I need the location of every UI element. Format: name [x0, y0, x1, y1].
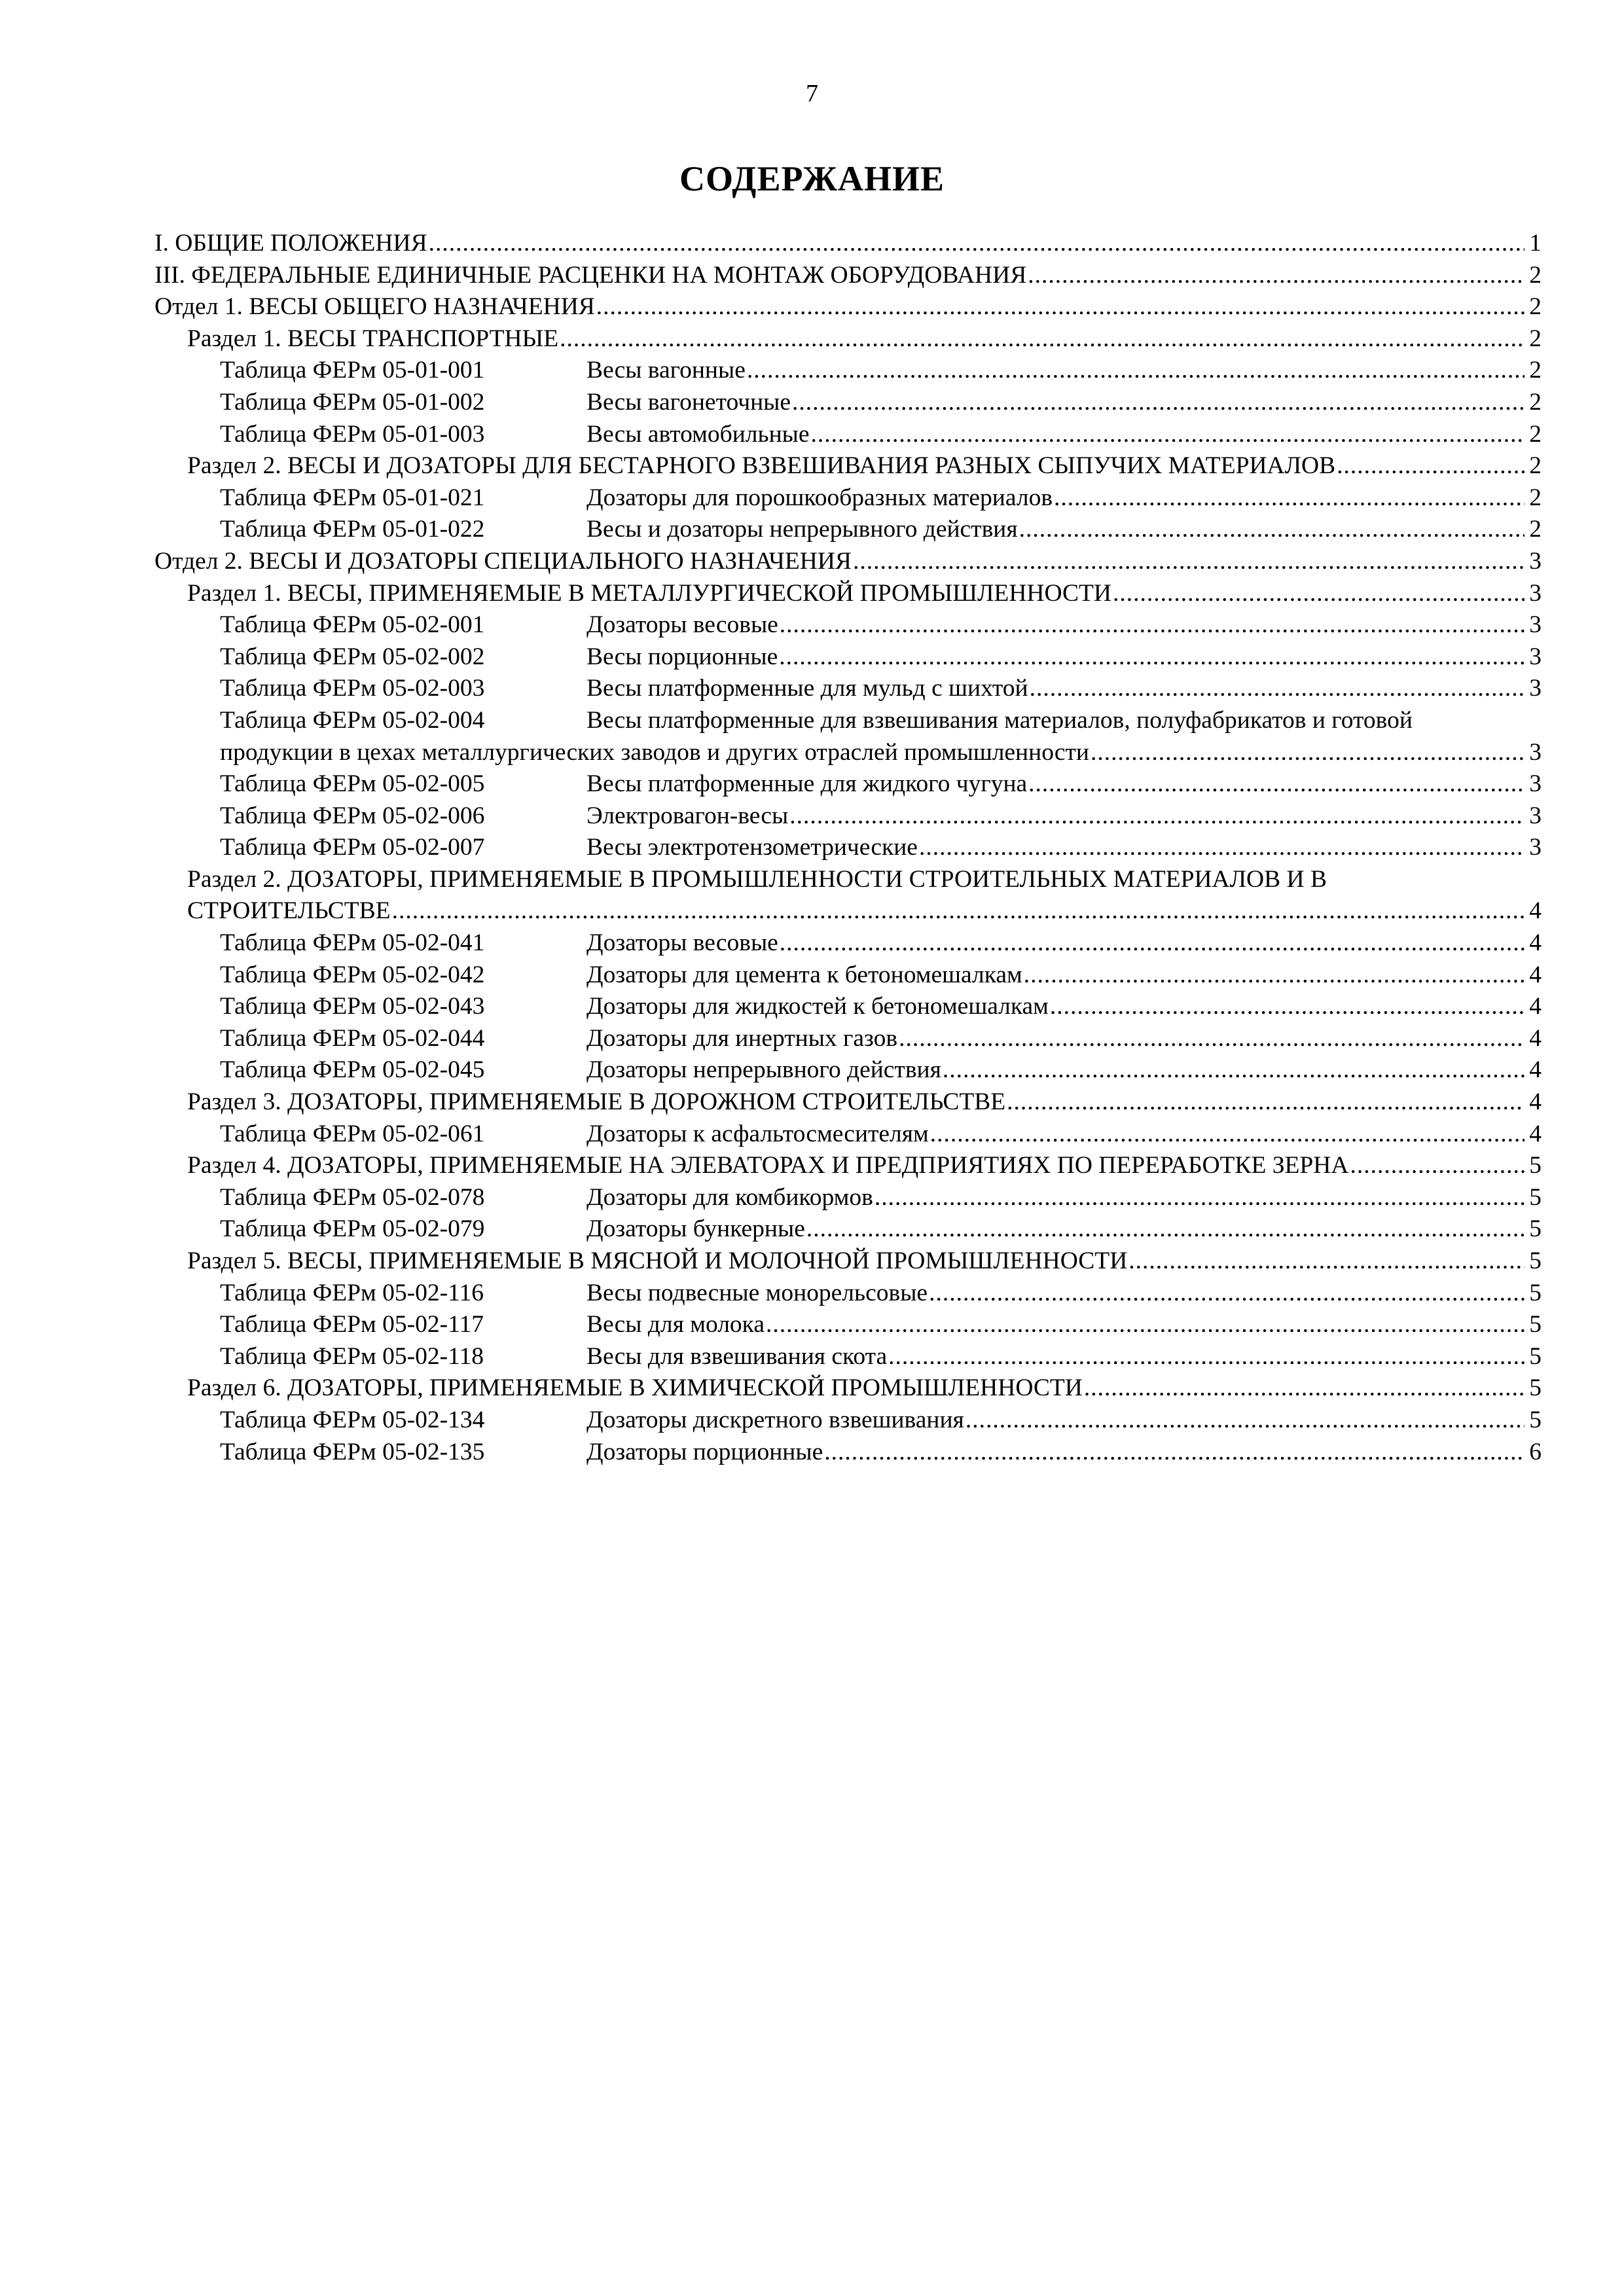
dot-leader [780, 609, 1525, 641]
toc-entry-label-continuation: продукции в цехах металлургических заводов и других отраслей промышленности [220, 738, 1089, 766]
toc-entry[interactable] [154, 228, 1542, 260]
toc-entry-code: Таблица ФЕРм 05-01-022 [220, 516, 485, 543]
dot-leader [789, 800, 1525, 833]
toc-entry-page: 2 [1529, 325, 1542, 352]
toc-entry-label: Раздел 1. ВЕСЫ, ПРИМЕНЯЕМЫЕ В МЕТАЛЛУРГИЧЕСКОЙ ПРОМЫШЛЕННОСТИ [187, 579, 1112, 607]
dot-leader [919, 832, 1525, 864]
toc-entry-page: 2 [1529, 293, 1542, 321]
toc-entry-page: 5 [1529, 1342, 1542, 1370]
toc-entry-label: Весы подвесные монорельсовые [586, 1279, 928, 1306]
toc-entry-code: Таблица ФЕРм 05-02-116 [220, 1279, 484, 1306]
toc-entry[interactable] [154, 864, 1542, 927]
dot-leader [1350, 1150, 1525, 1182]
toc-entry-page: 2 [1529, 388, 1542, 416]
toc-entry-page: 2 [1529, 452, 1542, 480]
toc-entry[interactable] [154, 1086, 1542, 1119]
table-of-contents [154, 228, 1542, 1468]
toc-entry-label: Дозаторы для жидкостей к бетономешалкам [586, 993, 1049, 1020]
toc-entry-page: 3 [1529, 547, 1542, 575]
toc-entry-page: 2 [1529, 516, 1542, 543]
dot-leader [747, 355, 1525, 387]
toc-entry-page: 5 [1529, 1215, 1542, 1243]
dot-leader [792, 387, 1525, 419]
toc-entry-label: Весы платформенные для жидкого чугуна [586, 770, 1028, 798]
toc-entry-label: Дозаторы к асфальтосмесителям [586, 1120, 929, 1147]
toc-entry-label: Дозаторы для комбикормов [586, 1183, 873, 1211]
dot-leader [899, 1023, 1525, 1055]
toc-entry-code: Таблица ФЕРм 05-02-002 [220, 643, 485, 670]
dot-leader [929, 1278, 1525, 1310]
toc-entry-code: Таблица ФЕРм 05-02-004 [220, 706, 485, 734]
toc-entry-code: Таблица ФЕРм 05-02-042 [220, 961, 485, 988]
toc-entry-page: 5 [1529, 1183, 1542, 1211]
toc-entry-label: Раздел 3. ДОЗАТОРЫ, ПРИМЕНЯЕМЫЕ В ДОРОЖНОМ СТРОИТЕЛЬСТВЕ [187, 1088, 1006, 1116]
toc-entry-code: Таблица ФЕРм 05-02-061 [220, 1120, 485, 1147]
toc-entry-label: Дозаторы порционные [586, 1438, 823, 1465]
toc-title: СОДЕРЖАНИЕ [679, 159, 945, 198]
toc-entry[interactable] [154, 1119, 1542, 1151]
toc-entry-label: Весы порционные [586, 643, 778, 670]
dot-leader [930, 1119, 1525, 1151]
toc-entry-label: Дозаторы для порошкообразных материалов [586, 484, 1053, 511]
toc-entry-label: Дозаторы для инертных газов [586, 1024, 898, 1052]
toc-entry-page: 2 [1529, 484, 1542, 511]
toc-entry-code: Таблица ФЕРм 05-01-021 [220, 484, 485, 511]
toc-entry-page: 5 [1529, 1374, 1542, 1402]
toc-entry-label: Весы автомобильные [586, 420, 810, 448]
toc-entry-page: 4 [1529, 1088, 1542, 1116]
toc-entry-label: Дозаторы непрерывного действия [586, 1056, 941, 1084]
toc-entry-code: Таблица ФЕРм 05-02-006 [220, 802, 485, 829]
toc-entry[interactable] [154, 1372, 1542, 1405]
toc-entry[interactable] [154, 387, 1542, 419]
toc-entry-page: 3 [1529, 802, 1542, 829]
dot-leader [1091, 737, 1525, 769]
toc-entry-code: Таблица ФЕРм 05-02-007 [220, 834, 485, 861]
toc-entry-label: Отдел 1. ВЕСЫ ОБЩЕГО НАЗНАЧЕНИЯ [154, 293, 595, 321]
toc-entry-label: Дозаторы бункерные [586, 1215, 805, 1243]
toc-entry-code: Таблица ФЕРм 05-02-078 [220, 1183, 485, 1211]
toc-entry-page: 5 [1529, 1279, 1542, 1306]
toc-entry-label: Отдел 2. ВЕСЫ И ДОЗАТОРЫ СПЕЦИАЛЬНОГО НАЗНАЧЕНИЯ [154, 547, 852, 575]
toc-entry-code: Таблица ФЕРм 05-01-003 [220, 420, 485, 448]
toc-entry-page: 3 [1529, 738, 1542, 766]
dot-leader [1054, 482, 1525, 514]
dot-leader [392, 895, 1525, 927]
dot-leader [824, 1437, 1525, 1469]
toc-entry-code: Таблица ФЕРм 05-02-117 [220, 1311, 484, 1338]
toc-entry-page: 4 [1529, 993, 1542, 1020]
dot-leader [1050, 991, 1525, 1023]
toc-entry[interactable] [154, 705, 1542, 768]
toc-entry-label: Раздел 2. ВЕСЫ И ДОЗАТОРЫ ДЛЯ БЕСТАРНОГО ВЗВЕШИВАНИЯ РАЗНЫХ СЫПУЧИХ МАТЕРИАЛОВ [187, 452, 1336, 480]
toc-entry[interactable] [154, 450, 1542, 482]
toc-entry-code: Таблица ФЕРм 05-02-044 [220, 1024, 485, 1052]
page-number: 7 [806, 80, 818, 107]
toc-entry-page: 3 [1529, 611, 1542, 639]
toc-entry-page: 4 [1529, 897, 1542, 925]
toc-entry-label-continuation: СТРОИТЕЛЬСТВЕ [187, 897, 391, 925]
toc-entry-code: Таблица ФЕРм 05-02-045 [220, 1056, 485, 1084]
toc-entry[interactable] [154, 1182, 1542, 1214]
dot-leader [943, 1054, 1525, 1086]
toc-entry-label: III. ФЕДЕРАЛЬНЫЕ ЕДИНИЧНЫЕ РАСЦЕНКИ НА МОНТАЖ ОБОРУДОВАНИЯ [154, 261, 1027, 289]
toc-entry[interactable] [154, 419, 1542, 451]
toc-entry[interactable] [154, 1023, 1542, 1055]
toc-entry[interactable] [154, 1405, 1542, 1437]
toc-entry-code: Таблица ФЕРм 05-01-002 [220, 388, 485, 416]
dot-leader [1030, 673, 1525, 705]
dot-leader [1019, 514, 1525, 546]
dot-leader [779, 641, 1525, 673]
toc-entry[interactable] [154, 1054, 1542, 1086]
toc-entry-label: I. ОБЩИЕ ПОЛОЖЕНИЯ [154, 230, 427, 257]
toc-entry-code: Таблица ФЕРм 05-02-134 [220, 1406, 485, 1433]
toc-entry[interactable] [154, 1437, 1542, 1469]
toc-entry[interactable] [154, 1309, 1542, 1341]
toc-entry[interactable] [154, 609, 1542, 641]
toc-entry-page: 2 [1529, 357, 1542, 384]
toc-entry-page: 3 [1529, 579, 1542, 607]
dot-leader [1337, 450, 1525, 482]
toc-entry-page: 4 [1529, 1120, 1542, 1147]
toc-entry-label: Раздел 2. ДОЗАТОРЫ, ПРИМЕНЯЕМЫЕ В ПРОМЫШЛЕННОСТИ СТРОИТЕЛЬНЫХ МАТЕРИАЛОВ И В [187, 865, 1327, 893]
toc-entry-code: Таблица ФЕРм 05-02-001 [220, 611, 485, 639]
toc-entry-code: Таблица ФЕРм 05-02-043 [220, 993, 485, 1020]
dot-leader [766, 1309, 1525, 1341]
toc-entry-page: 5 [1529, 1247, 1542, 1274]
toc-entry[interactable] [154, 800, 1542, 833]
toc-entry-label: Весы платформенные для взвешивания материалов, полуфабрикатов и готовой [586, 706, 1413, 734]
toc-entry-page: 3 [1529, 643, 1542, 670]
toc-entry-page: 4 [1529, 1056, 1542, 1084]
toc-entry-label: Весы вагонеточные [586, 388, 791, 416]
toc-entry-page: 2 [1529, 261, 1542, 289]
toc-entry[interactable] [154, 768, 1542, 800]
dot-leader [888, 1341, 1525, 1373]
dot-leader [1084, 1372, 1525, 1405]
toc-entry-label: Весы платформенные для мульд с шихтой [586, 675, 1028, 702]
toc-entry[interactable] [154, 1150, 1542, 1182]
toc-entry[interactable] [154, 546, 1542, 578]
dot-leader [1007, 1086, 1525, 1119]
toc-entry-label: Электровагон-весы [586, 802, 789, 829]
toc-entry-label: Дозаторы дискретного взвешивания [586, 1406, 964, 1433]
toc-entry-label: Раздел 5. ВЕСЫ, ПРИМЕНЯЕМЫЕ В МЯСНОЙ И МОЛОЧНОЙ ПРОМЫШЛЕННОСТИ [187, 1247, 1128, 1274]
toc-entry-code: Таблица ФЕРм 05-02-118 [220, 1342, 484, 1370]
toc-entry[interactable] [154, 514, 1542, 546]
toc-entry-code: Таблица ФЕРм 05-02-079 [220, 1215, 485, 1243]
toc-entry[interactable] [154, 260, 1542, 292]
toc-entry-label: Весы электротензометрические [586, 834, 918, 861]
toc-entry-page: 3 [1529, 834, 1542, 861]
toc-entry-page: 4 [1529, 1024, 1542, 1052]
toc-entry-page: 4 [1529, 929, 1542, 957]
toc-entry[interactable] [154, 927, 1542, 960]
toc-entry-code: Таблица ФЕРм 05-02-135 [220, 1438, 485, 1465]
toc-entry-code: Таблица ФЕРм 05-02-003 [220, 675, 485, 702]
toc-entry[interactable] [154, 1278, 1542, 1310]
toc-entry[interactable] [154, 482, 1542, 514]
toc-entry-page: 3 [1529, 770, 1542, 798]
toc-entry[interactable] [154, 1246, 1542, 1278]
dot-leader [1028, 260, 1525, 292]
toc-entry[interactable] [154, 832, 1542, 864]
toc-entry-page: 5 [1529, 1406, 1542, 1433]
dot-leader [965, 1405, 1525, 1437]
dot-leader [780, 927, 1525, 960]
dot-leader [560, 323, 1525, 355]
toc-entry[interactable] [154, 323, 1542, 355]
toc-entry-label: Раздел 1. ВЕСЫ ТРАНСПОРТНЫЕ [187, 325, 559, 352]
toc-entry[interactable] [154, 355, 1542, 387]
toc-entry-page: 5 [1529, 1311, 1542, 1338]
toc-entry-label: Весы для взвешивания скота [586, 1342, 888, 1370]
toc-entry-code: Таблица ФЕРм 05-02-041 [220, 929, 485, 957]
dot-leader [853, 546, 1525, 578]
toc-entry-label: Весы и дозаторы непрерывного действия [586, 516, 1018, 543]
toc-entry-label: Раздел 4. ДОЗАТОРЫ, ПРИМЕНЯЕМЫЕ НА ЭЛЕВАТОРАХ И ПРЕДПРИЯТИЯХ ПО ПЕРЕРАБОТКЕ ЗЕРНА [187, 1152, 1349, 1179]
toc-entry[interactable] [154, 291, 1542, 323]
toc-entry[interactable] [154, 960, 1542, 992]
dot-leader [596, 291, 1525, 323]
dot-leader [1128, 1246, 1525, 1278]
toc-entry-page: 1 [1529, 230, 1542, 257]
toc-entry-code: Таблица ФЕРм 05-01-001 [220, 357, 485, 384]
toc-entry-code: Таблица ФЕРм 05-02-005 [220, 770, 485, 798]
dot-leader [806, 1213, 1525, 1246]
toc-entry-label: Дозаторы весовые [586, 929, 778, 957]
toc-entry-label: Весы вагонные [586, 357, 746, 384]
toc-entry[interactable] [154, 578, 1542, 610]
toc-entry[interactable] [154, 673, 1542, 705]
toc-entry-page: 3 [1529, 675, 1542, 702]
toc-entry[interactable] [154, 991, 1542, 1023]
toc-entry-label: Дозаторы весовые [586, 611, 778, 639]
toc-entry-page: 2 [1529, 420, 1542, 448]
toc-entry-label: Весы для молока [586, 1311, 765, 1338]
toc-entry-label: Раздел 6. ДОЗАТОРЫ, ПРИМЕНЯЕМЫЕ В ХИМИЧЕСКОЙ ПРОМЫШЛЕННОСТИ [187, 1374, 1083, 1402]
toc-entry[interactable] [154, 1341, 1542, 1373]
dot-leader [811, 419, 1525, 451]
dot-leader [429, 228, 1525, 260]
dot-leader [875, 1182, 1525, 1214]
dot-leader [1028, 768, 1525, 800]
dot-leader [1113, 578, 1525, 610]
toc-entry-page: 4 [1529, 961, 1542, 988]
dot-leader [1024, 960, 1525, 992]
toc-entry-page: 6 [1529, 1438, 1542, 1465]
toc-entry[interactable] [154, 641, 1542, 673]
toc-entry-label: Дозаторы для цемента к бетономешалкам [586, 961, 1022, 988]
toc-entry[interactable] [154, 1213, 1542, 1246]
toc-entry-page: 5 [1529, 1152, 1542, 1179]
